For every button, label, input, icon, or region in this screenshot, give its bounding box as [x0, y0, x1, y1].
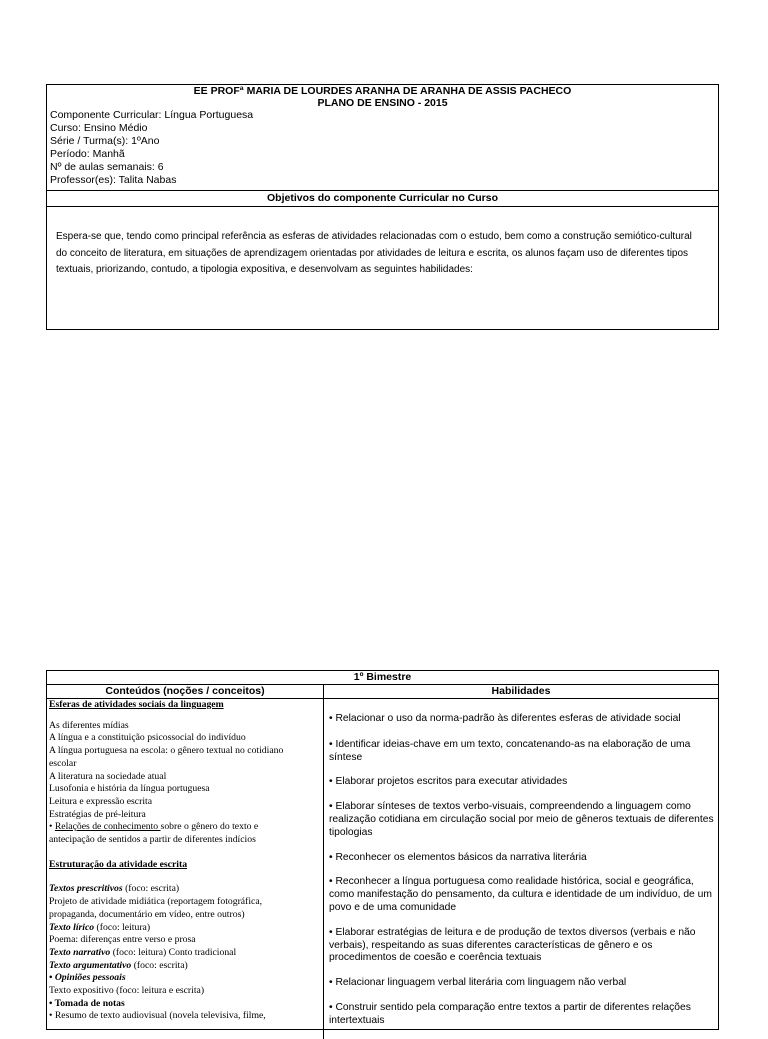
- content-line: escolar: [49, 757, 77, 769]
- content-line: • Tomada de notas: [49, 997, 125, 1009]
- skill-item: • Elaborar sínteses de textos verbo-visuais, compreendendo a linguagem como realização cotidiana em circulação social por meio de gêneros textuais de diferentes tipologias: [329, 801, 714, 838]
- column-header-skills: Habilidades: [491, 685, 551, 697]
- bimester-table: [46, 670, 719, 1030]
- table-body: [47, 699, 718, 1039]
- content-line: Estratégias de pré-leitura: [49, 808, 146, 820]
- content-line: antecipação de sentidos a partir de diferentes indícios: [49, 834, 256, 846]
- skills-column: [324, 699, 718, 1039]
- content-line: Projeto de atividade midiática (reportagem fotográfica,: [49, 896, 263, 908]
- skill-item: • Relacionar o uso da norma-padrão às diferentes esferas de atividade social: [329, 713, 681, 724]
- skill-item: • Construir sentido pela comparação entre textos a partir de diferentes relações intertextuais: [329, 1001, 691, 1026]
- skill-item: • Elaborar projetos escritos para executar atividades: [329, 776, 568, 788]
- objectives-title: Objetivos do componente Curricular no Curso: [266, 192, 499, 204]
- info-weekly-classes: Nº de aulas semanais: 6: [50, 161, 164, 173]
- content-line: propaganda, documentário em vídeo, entre outros): [49, 908, 245, 920]
- skill-item: • Identificar ideias-chave em um texto, concatenando-as na elaboração de uma síntese: [329, 738, 691, 763]
- content-line: Textos prescritivos (foco: escrita): [49, 883, 180, 895]
- course-info: [47, 109, 718, 187]
- info-component: Componente Curricular: Língua Portuguesa: [50, 109, 254, 121]
- content-line: Texto argumentativo (foco: escrita): [49, 959, 188, 971]
- section-heading: Estruturação da atividade escrita: [49, 858, 188, 870]
- content-line: Lusofonia e história da língua portuguesa: [49, 783, 210, 795]
- school-name: EE PROFª MARIA DE LOURDES ARANHA DE ARANHA DE ASSIS PACHECO: [193, 85, 572, 97]
- column-header-contents: Conteúdos (noções / conceitos): [47, 685, 324, 698]
- content-line: Poema: diferenças entre verso e prosa: [49, 934, 196, 946]
- skill-item: • Reconhecer os elementos básicos da narrativa literária: [329, 851, 587, 863]
- info-period: Período: Manhã: [50, 148, 125, 160]
- skill-item: • Elaborar estratégias de leitura e de produção de textos diversos (verbais e não verbais), respeitando as suas diferentes características de gênero e os procedimentos de coesão e coerência textuais: [329, 926, 696, 964]
- objectives-text: Espera-se que, tendo como principal referência as esferas de atividades relacionadas com o estudo, bem como a construção semiótico-cultural do conceito de literatura, em situações de aprendizagem orientadas por atividades de leitura e escrita, os alunos façam uso de diferentes tipos textuais, priorizando, contudo, a tipologia expositiva, e desenvolvam as seguintes habilidades:: [56, 231, 692, 275]
- info-teacher: Professor(es): Talita Nabas: [50, 174, 177, 186]
- content-line: • Relações de conhecimento sobre o gênero do texto e: [49, 821, 259, 833]
- contents-column: [47, 699, 324, 1039]
- skill-item: • Relacionar linguagem verbal literária com linguagem não verbal: [329, 977, 627, 989]
- plan-title: PLANO DE ENSINO - 2015: [317, 97, 448, 109]
- content-line: Leitura e expressão escrita: [49, 795, 153, 807]
- info-class: Série / Turma(s): 1ºAno: [50, 135, 160, 147]
- plan-header: [46, 84, 719, 330]
- content-line: • Resumo de texto audiovisual (novela televisiva, filme,: [49, 1010, 266, 1022]
- content-line: Texto lírico (foco: leitura): [49, 921, 151, 933]
- section-heading: Esferas de atividades sociais da linguagem: [49, 699, 224, 710]
- content-line: As diferentes mídias: [49, 719, 129, 731]
- skill-item: • Reconhecer a língua portuguesa como realidade histórica, social e geográfica, como manifestação do pensamento, da cultura e identidade de um indivíduo, de um povo e de uma comunidade: [329, 876, 712, 913]
- info-course: Curso: Ensino Médio: [50, 122, 148, 134]
- bimester-title: 1º Bimestre: [47, 671, 718, 685]
- content-line: Texto expositivo (foco: leitura e escrita): [49, 985, 205, 997]
- content-line: • Opiniões pessoais: [49, 972, 126, 984]
- content-line: Texto narrativo (foco: leitura) Conto tradicional: [49, 946, 237, 958]
- table-header-row: [47, 685, 718, 699]
- content-line: A língua portuguesa na escola: o gênero textual no cotidiano: [49, 745, 284, 757]
- content-line: A língua e a constituição psicossocial do indivíduo: [49, 732, 246, 744]
- content-line: A literatura na sociedade atual: [49, 770, 167, 782]
